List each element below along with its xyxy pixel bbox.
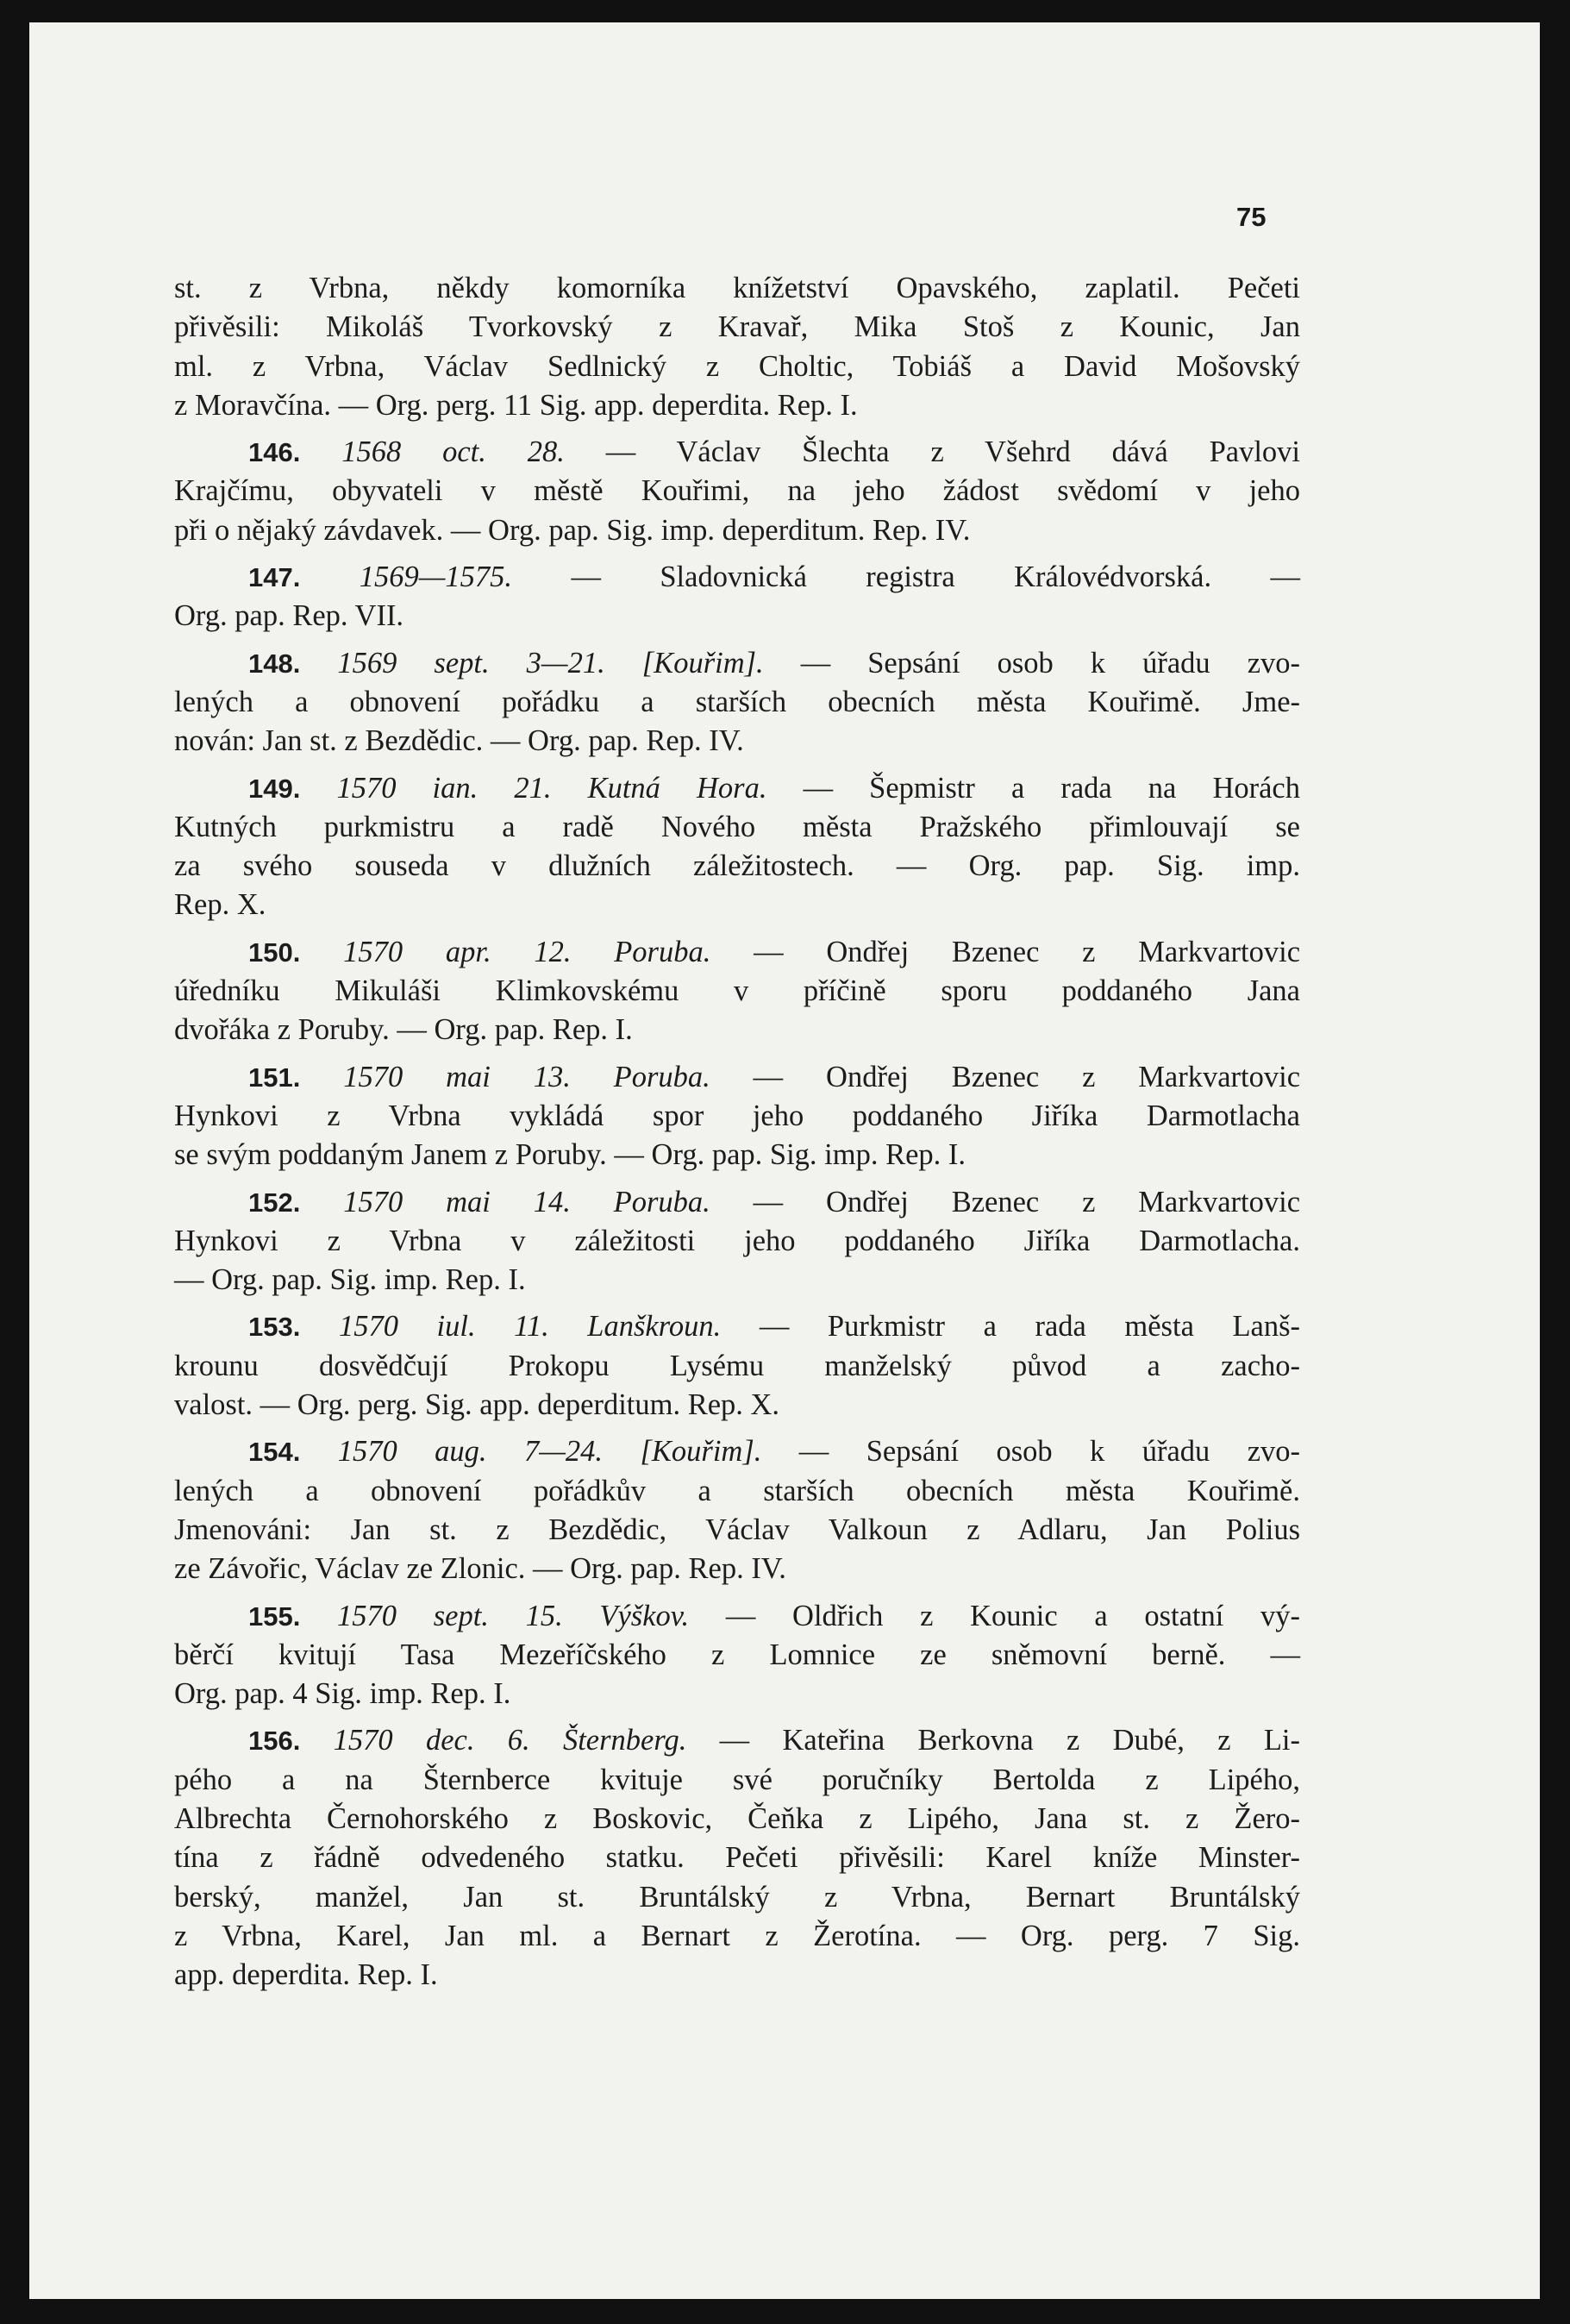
line-text: — Kateřina Berkovna z Dubé, z Li- (686, 1724, 1301, 1757)
entry-date-place: 1568 oct. 28. (341, 435, 565, 469)
line-text: — Ondřej Bzenec z Markvartovic (710, 1060, 1301, 1093)
text-line (174, 808, 1300, 847)
line-text: Org. pap. 4 Sig. imp. Rep. I. (174, 1677, 511, 1711)
line-text: — Sepsání osob k úřadu zvo- (763, 646, 1300, 680)
text-line (174, 269, 1300, 308)
entry-number: 146. (248, 437, 301, 468)
entry-date-place: 1570 dec. 6. Šternberg. (333, 1724, 687, 1757)
entry-date-place: 1570 sept. 15. Výškov. (337, 1599, 690, 1632)
entry-number: 151. (248, 1062, 301, 1093)
text-line (174, 1136, 1300, 1175)
text-line (174, 511, 1300, 550)
entry-heading-line (174, 1597, 1300, 1636)
entry-number: 147. (248, 562, 301, 593)
line-text: Hynkovi z Vrbna vykládá spor jeho poddaného Jiříka Darmotlacha (174, 1099, 1300, 1132)
entry-separator (174, 1300, 1300, 1307)
entry-number: 153. (248, 1312, 301, 1343)
document-body (174, 269, 1300, 1995)
line-text: úředníku Mikuláši Klimkovskému v příčině sporu poddaného Jana (174, 974, 1300, 1008)
entry-heading-line (174, 644, 1300, 683)
entry-number: 149. (248, 773, 301, 804)
document-page (29, 22, 1540, 2299)
line-text: berský, manžel, Jan st. Bruntálský z Vrbna, Bernart Bruntálský (174, 1880, 1300, 1914)
entry-number: 150. (248, 936, 301, 968)
text-line (174, 683, 1300, 722)
line-text: Kutných purkmistru a radě Nového města Pražského přimlouvají se (174, 810, 1300, 843)
line-text: z Moravčína. — Org. perg. 11 Sig. app. deperdita. Rep. I. (174, 388, 858, 422)
text-line (174, 1097, 1300, 1136)
entry-heading-line (174, 933, 1300, 972)
entry-number: 152. (248, 1187, 301, 1218)
line-text: — Ondřej Bzenec z Markvartovic (710, 935, 1301, 968)
text-line (174, 1956, 1300, 1995)
entry-number: 148. (248, 648, 301, 679)
text-line (174, 1878, 1300, 1917)
entry-date-place: 1570 ian. 21. Kutná Hora. (336, 771, 767, 805)
entry-heading-line (174, 1307, 1300, 1346)
text-line (174, 1222, 1300, 1261)
text-line (174, 1386, 1300, 1425)
line-text: — Oldřich z Kounic a ostatní vý- (689, 1599, 1301, 1632)
line-text: — Sepsání osob k úřadu zvo- (761, 1435, 1300, 1469)
line-text: Rep. X. (174, 888, 266, 922)
text-line (174, 972, 1300, 1011)
page-number: 75 (1236, 202, 1267, 232)
line-text: — Šepmistr a rada na Horách (766, 771, 1300, 805)
entry-date-place: 1570 iul. 11. Lanškroun. (338, 1310, 722, 1344)
text-line (174, 1917, 1300, 1956)
line-text: běrčí kvitují Tasa Mezeříčského z Lomnice ze sněmovní berně. — (174, 1638, 1300, 1671)
entry-separator (174, 761, 1300, 769)
entry-separator (174, 1050, 1300, 1058)
text-line (174, 1511, 1300, 1550)
line-text: za svého souseda v dlužních záležitostech. — Org. pap. Sig. imp. (174, 849, 1300, 883)
line-text: se svým poddaným Janem z Poruby. — Org. pap. Sig. imp. Rep. I. (174, 1138, 966, 1172)
entry-date-place: 1570 mai 14. Poruba. (343, 1185, 710, 1218)
text-line (174, 1472, 1300, 1511)
line-text: ml. z Vrbna, Václav Sedlnický z Choltic, Tobiáš a David Mošovský (174, 349, 1300, 383)
entry-heading-line (174, 1721, 1300, 1760)
entry-number: 155. (248, 1600, 301, 1632)
line-text: — Ondřej Bzenec z Markvartovic (710, 1185, 1301, 1218)
text-line (174, 847, 1300, 886)
line-text: ze Závořic, Václav ze Zlonic. — Org. pap. Rep. IV. (174, 1552, 786, 1586)
line-text: lených a obnovení pořádku a starších obecních města Kouřimě. Jme- (174, 685, 1300, 718)
line-text: pého a na Šternberce kvituje své poručníky Bertolda z Lipého, (174, 1763, 1300, 1796)
entry-separator (174, 636, 1300, 644)
line-text: přivěsili: Mikoláš Tvorkovský z Kravař, Mika Stoš z Kounic, Jan (174, 310, 1300, 344)
line-text: Jmenováni: Jan st. z Bezdědic, Václav Valkoun z Adlaru, Jan Polius (174, 1513, 1300, 1546)
line-text: — Václav Šlechta z Všehrd dává Pavlovi (564, 435, 1300, 469)
entry-number: 154. (248, 1437, 301, 1468)
entry-number: 156. (248, 1726, 301, 1757)
line-text: st. z Vrbna, někdy komorníka knížetství Opavského, zaplatil. Pečeti (174, 272, 1300, 304)
entry-heading-line (174, 769, 1300, 808)
line-text: app. deperdita. Rep. I. (174, 1958, 438, 1992)
text-line (174, 1675, 1300, 1713)
text-line (174, 597, 1300, 636)
entry-date-place: 1570 aug. 7—24. [Kouřim]. (337, 1435, 762, 1469)
entry-heading-line (174, 558, 1300, 597)
line-text: valost. — Org. perg. Sig. app. deperditum. Rep. X. (174, 1388, 780, 1422)
text-line (174, 308, 1300, 347)
text-line (174, 1800, 1300, 1839)
line-text: při o nějaký závdavek. — Org. pap. Sig. imp. deperditum. Rep. IV. (174, 513, 971, 547)
line-text: — Purkmistr a rada města Lanš- (721, 1310, 1301, 1344)
entry-separator (174, 425, 1300, 433)
text-line (174, 1636, 1300, 1675)
text-line (174, 472, 1300, 511)
entry-separator (174, 1589, 1300, 1597)
entry-separator (174, 550, 1300, 558)
entry-date-place: 1569 sept. 3—21. [Kouřim]. (337, 646, 764, 680)
line-text: Krajčímu, obyvateli v městě Kouřimi, na jeho žádost svědomí v jeho (174, 474, 1300, 508)
line-text: Albrechta Černohorského z Boskovic, Čeňka z Lipého, Jana st. z Žero- (174, 1801, 1300, 1835)
line-text: Hynkovi z Vrbna v záležitosti jeho poddaného Jiříka Darmotlacha. (174, 1224, 1300, 1257)
line-text: dvořáka z Poruby. — Org. pap. Rep. I. (174, 1013, 633, 1047)
entry-heading-line (174, 433, 1300, 472)
line-text: nován: Jan st. z Bezdědic. — Org. pap. Rep. IV. (174, 724, 744, 758)
text-line (174, 1839, 1300, 1877)
line-text: Org. pap. Rep. VII. (174, 599, 404, 633)
line-text: — Org. pap. Sig. imp. Rep. I. (174, 1263, 526, 1297)
entry-heading-line (174, 1432, 1300, 1471)
line-text: tína z řádně odvedeného statku. Pečeti přivěsili: Karel kníže Minster- (174, 1841, 1300, 1875)
text-line (174, 386, 1300, 425)
text-line (174, 886, 1300, 924)
entry-date-place: 1570 apr. 12. Poruba. (343, 935, 711, 968)
entry-separator (174, 1425, 1300, 1432)
text-line (174, 1761, 1300, 1800)
entry-separator (174, 1713, 1300, 1721)
entry-heading-line (174, 1058, 1300, 1097)
text-line (174, 348, 1300, 386)
line-text: lených a obnovení pořádkův a starších obecních města Kouřimě. (174, 1474, 1300, 1507)
entry-separator (174, 925, 1300, 933)
entry-date-place: 1569—1575. (359, 561, 513, 594)
text-line (174, 1550, 1300, 1588)
text-line (174, 1011, 1300, 1049)
line-text: z Vrbna, Karel, Jan ml. a Bernart z Žerotína. — Org. perg. 7 Sig. (174, 1919, 1300, 1952)
entry-heading-line (174, 1183, 1300, 1222)
entry-separator (174, 1175, 1300, 1183)
text-line (174, 1347, 1300, 1386)
entry-date-place: 1570 mai 13. Poruba. (343, 1060, 710, 1093)
line-text: — Sladovnická registra Královédvorská. — (512, 561, 1301, 594)
text-line (174, 722, 1300, 761)
text-line (174, 1261, 1300, 1300)
line-text: krounu dosvědčují Prokopu Lysému manželský původ a zacho- (174, 1349, 1300, 1382)
